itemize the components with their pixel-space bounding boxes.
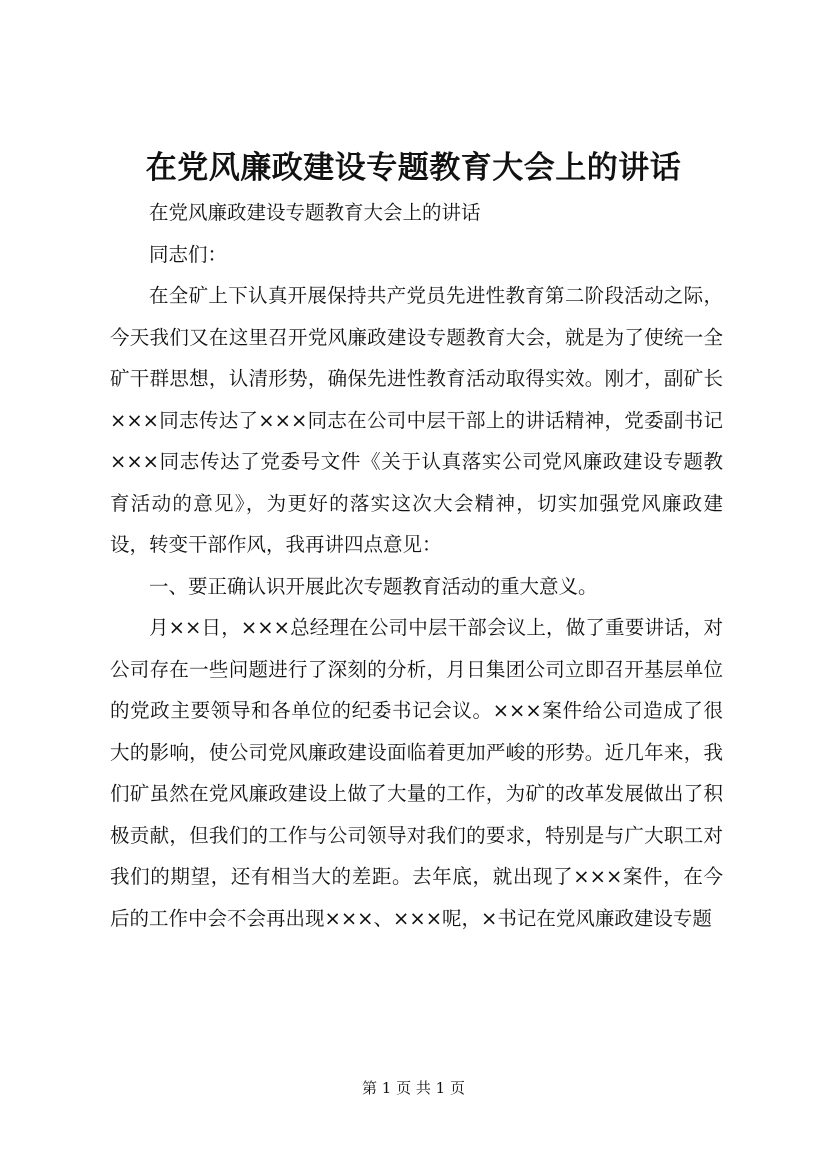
intro-paragraph: 在全矿上下认真开展保持共产党员先进性教育第二阶段活动之际，今天我们又在这里召开党风廉政建设专题教育大会，就是为了使统一全矿干群思想，认清形势，确保先进性教育活动取得实效。刚才，副矿长×××同志传达了×××同志在公司中层干部上的讲话精神，党委副书记×××同志传达了党委号文件《关于认真落实公司党风廉政建设专题教育活动的意见》，为更好的落实这次大会精神，切实加强党风廉政建设，转变干部作风，我再讲四点意见： [110, 284, 723, 556]
subtitle-paragraph: 在党风廉政建设专题教育大会上的讲话 [149, 201, 481, 224]
salutation-paragraph: 同志们： [149, 242, 228, 266]
page-footer: 第 1 页 共 1 页 [362, 1079, 465, 1097]
section-heading-1: 一、要正确认识开展此次专题教育活动的重大意义。 [149, 574, 598, 598]
document-body [110, 192, 723, 939]
section-paragraph-1: 月××日，×××总经理在公司中层干部会议上，做了重要讲话，对公司存在一些问题进行了深刻的分析，月日集团公司立即召开基层单位的党政主要领导和各单位的纪委书记会议。×××案件给公司造成了很大的影响，使公司党风廉政建设面临着更加严峻的形势。近几年来，我们矿虽然在党风廉政建设上做了大量的工作，为矿的改革发展做出了积极贡献，但我们的工作与公司领导对我们的要求，特别是与广大职工对我们的期望，还有相当大的差距。去年底，就出现了×××案件，在今后的工作中会不会再出现×××、×××呢，×书记在党风廉政建设专题 [110, 616, 723, 930]
document-title: 在党风廉政建设专题教育大会上的讲话 [145, 150, 682, 186]
